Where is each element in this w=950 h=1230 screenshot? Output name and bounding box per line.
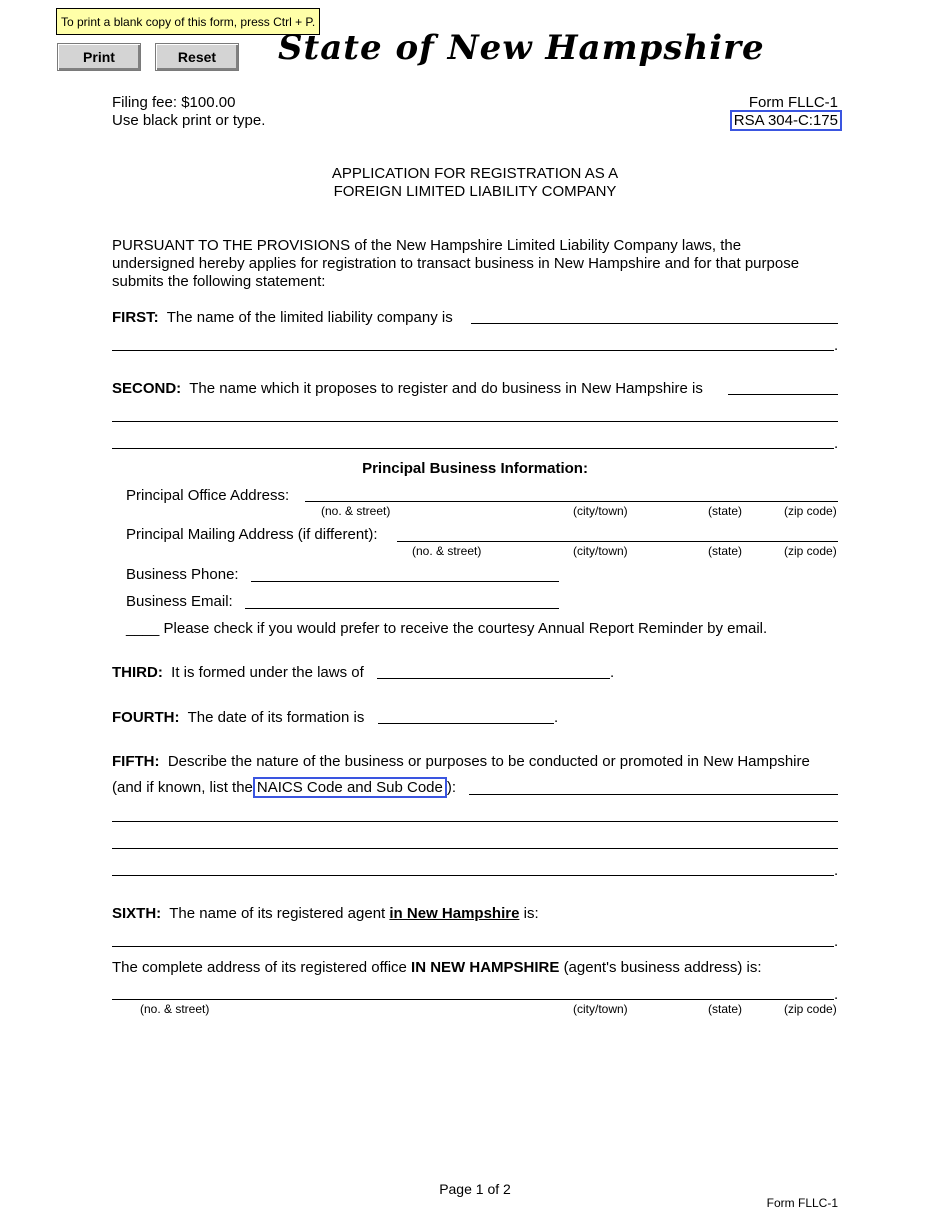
period-mark: .	[554, 709, 559, 726]
reset-button[interactable]: Reset	[155, 43, 239, 71]
rsa-link[interactable]: RSA 304-C:175	[730, 110, 842, 131]
llc-name-line1[interactable]	[471, 323, 838, 324]
print-button[interactable]: Print	[57, 43, 141, 71]
period-mark: .	[834, 337, 839, 354]
mailing-zip-caption: (zip code)	[784, 544, 837, 558]
sixth-text-pre: The name of its registered agent	[169, 905, 386, 922]
office-address-line[interactable]	[305, 501, 838, 502]
sixth-text-post: is:	[523, 905, 539, 922]
reg-state-caption: (state)	[708, 1002, 743, 1016]
intro-line3: submits the following statement:	[112, 273, 326, 290]
period-mark: .	[610, 664, 615, 681]
sixth-label: SIXTH:	[112, 905, 162, 922]
first-text: The name of the limited liability company is	[166, 309, 453, 326]
registered-office-line[interactable]	[112, 999, 834, 1000]
period-mark: .	[834, 862, 839, 879]
office-street-caption: (no. & street)	[321, 504, 391, 518]
fifth-statement-line2	[112, 779, 456, 796]
office-address-label: Principal Office Address:	[126, 487, 290, 504]
business-name-line1[interactable]	[728, 394, 838, 395]
form-id: Form FLLC-1	[748, 94, 838, 111]
intro-line2: undersigned hereby applies for registration to transact business in New Hampshire and for that purpose	[112, 255, 800, 272]
state-title: State of New Hampshire	[278, 28, 765, 68]
black-print-note: Use black print or type.	[112, 112, 266, 129]
reg-street-caption: (no. & street)	[140, 1002, 210, 1016]
phone-line[interactable]	[251, 581, 559, 582]
mailing-street-caption: (no. & street)	[412, 544, 482, 558]
business-purpose-line3[interactable]	[112, 848, 838, 849]
phone-label: Business Phone:	[126, 566, 239, 583]
print-tooltip: To print a blank copy of this form, press Ctrl + P.	[56, 8, 320, 35]
mailing-city-caption: (city/town)	[573, 544, 628, 558]
mailing-address-label: Principal Mailing Address (if different):	[126, 526, 378, 543]
form-title-line1: APPLICATION FOR REGISTRATION AS A	[331, 165, 619, 182]
formation-date-line[interactable]	[378, 723, 554, 724]
fourth-label: FOURTH:	[112, 709, 180, 726]
third-statement	[112, 664, 364, 681]
sixth-statement	[112, 905, 539, 922]
third-text: It is formed under the laws of	[171, 664, 364, 681]
second-text: The name which it proposes to register and do business in New Hampshire is	[189, 380, 703, 397]
mailing-address-line[interactable]	[397, 541, 838, 542]
fifth-statement	[112, 753, 810, 770]
period-mark: .	[834, 435, 839, 452]
fifth-text2-pre: (and if known, list the	[112, 779, 253, 796]
period-mark: .	[834, 986, 839, 1003]
formation-laws-line[interactable]	[377, 678, 610, 679]
office-text-post: (agent's business address) is:	[563, 959, 762, 976]
first-statement	[112, 309, 453, 326]
office-state-caption: (state)	[708, 504, 743, 518]
second-statement	[112, 380, 703, 397]
fifth-text2-post: ):	[446, 779, 457, 796]
business-name-line2[interactable]	[112, 421, 838, 422]
page-number: Page 1 of 2	[439, 1181, 511, 1197]
filing-fee: Filing fee: $100.00	[112, 94, 236, 111]
office-statement	[112, 959, 762, 976]
business-purpose-line1[interactable]	[469, 794, 838, 795]
third-label: THIRD:	[112, 664, 163, 681]
footer-form-id: Form FLLC-1	[766, 1196, 838, 1210]
office-zip-caption: (zip code)	[784, 504, 837, 518]
second-label: SECOND:	[112, 380, 182, 397]
email-label: Business Email:	[126, 593, 233, 610]
intro-line1: PURSUANT TO THE PROVISIONS of the New Hampshire Limited Liability Company laws, the	[112, 237, 742, 254]
agent-name-line[interactable]	[112, 946, 834, 947]
office-text-em: IN NEW HAMPSHIRE	[411, 959, 560, 976]
form-title-line2: FOREIGN LIMITED LIABILITY COMPANY	[333, 183, 617, 200]
reminder-checkbox-text[interactable]: ____ Please check if you would prefer to receive the courtesy Annual Report Reminder by email.	[126, 620, 768, 637]
reg-city-caption: (city/town)	[573, 1002, 628, 1016]
email-line[interactable]	[245, 608, 559, 609]
mailing-state-caption: (state)	[708, 544, 743, 558]
office-text-pre: The complete address of its registered office	[112, 959, 407, 976]
period-mark: .	[834, 933, 839, 950]
fifth-label: FIFTH:	[112, 753, 160, 770]
business-purpose-line2[interactable]	[112, 821, 838, 822]
fifth-text: Describe the nature of the business or purposes to be conducted or promoted in New Hampshire	[167, 753, 810, 770]
principal-heading: Principal Business Information:	[362, 460, 588, 477]
naics-link[interactable]: NAICS Code and Sub Code	[253, 777, 447, 798]
office-city-caption: (city/town)	[573, 504, 628, 518]
llc-name-line2[interactable]	[112, 350, 834, 351]
reg-zip-caption: (zip code)	[784, 1002, 837, 1016]
sixth-text-em: in New Hampshire	[389, 905, 520, 922]
fourth-statement	[112, 709, 364, 726]
fourth-text: The date of its formation is	[187, 709, 365, 726]
business-name-line3[interactable]	[112, 448, 834, 449]
first-label: FIRST:	[112, 309, 159, 326]
business-purpose-line4[interactable]	[112, 875, 834, 876]
